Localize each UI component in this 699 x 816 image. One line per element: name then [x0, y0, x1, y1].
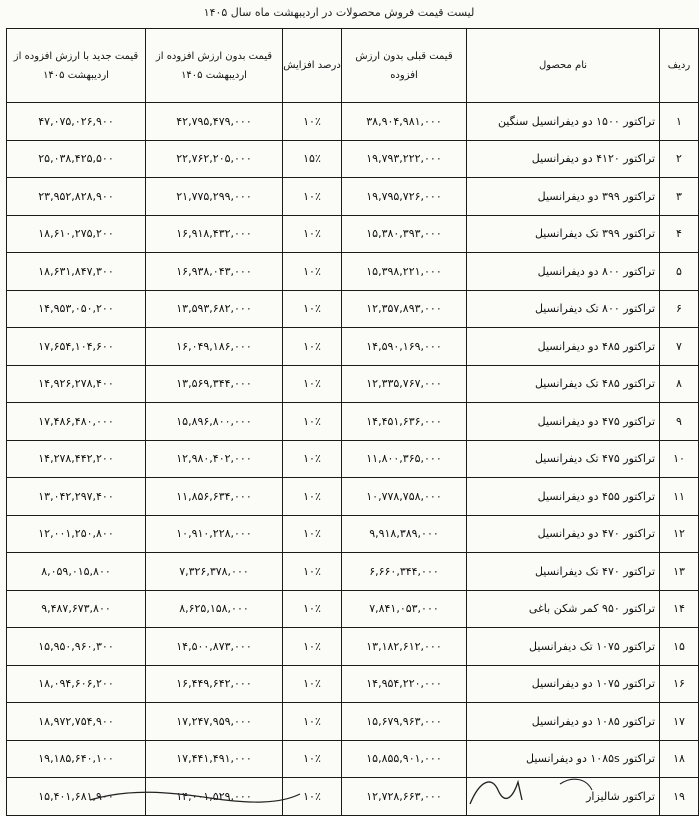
previous-price-cell: ۱۵,۳۸۰,۳۹۳,۰۰۰	[342, 215, 467, 253]
product-name-cell: تراکتور ۴۷۵ دو دیفرانسیل	[467, 403, 660, 441]
table-row	[7, 515, 699, 553]
new-price-with-vat-cell: ۱۹,۱۸۵,۶۴۰,۱۰۰	[7, 740, 146, 778]
product-name-cell: تراکتور ۸۰۰ تک دیفرانسیل	[467, 290, 660, 328]
row-index-cell: ۳	[660, 178, 699, 216]
increase-percent-cell: ۱۰٪	[283, 215, 342, 253]
product-name-cell: تراکتور ۴۱۲۰ دو دیفرانسیل	[467, 140, 660, 178]
table-row	[7, 440, 699, 478]
increase-percent-cell: ۱۰٪	[283, 515, 342, 553]
price-without-vat-cell: ۱۶,۹۳۸,۰۴۳,۰۰۰	[146, 253, 283, 291]
increase-percent-cell: ۱۰٪	[283, 290, 342, 328]
previous-price-cell: ۱۲,۳۵۷,۸۹۳,۰۰۰	[342, 290, 467, 328]
new-price-with-vat-cell: ۱۵,۴۰۱,۶۸۱,۹۰۰	[7, 778, 146, 816]
product-name-cell: تراکتور ۴۷۰ تک دیفرانسیل	[467, 553, 660, 591]
previous-price-cell: ۱۵,۳۹۸,۲۲۱,۰۰۰	[342, 253, 467, 291]
previous-price-cell: ۱۹,۷۹۵,۷۲۶,۰۰۰	[342, 178, 467, 216]
row-index-cell: ۱۸	[660, 740, 699, 778]
previous-price-cell: ۷,۸۴۱,۰۵۳,۰۰۰	[342, 590, 467, 628]
new-price-with-vat-cell: ۹,۴۸۷,۶۷۳,۸۰۰	[7, 590, 146, 628]
table-row	[7, 290, 699, 328]
row-index-cell: ۷	[660, 328, 699, 366]
table-row	[7, 253, 699, 291]
price-without-vat-cell: ۲۲,۷۶۲,۲۰۵,۰۰۰	[146, 140, 283, 178]
table-row	[7, 665, 699, 703]
new-price-with-vat-cell: ۱۵,۹۵۰,۹۶۰,۳۰۰	[7, 628, 146, 666]
row-index-cell: ۱۳	[660, 553, 699, 591]
table-row	[7, 628, 699, 666]
table-body	[7, 103, 699, 816]
header-price-without-vat: قیمت بدون ارزش افزوده از اردیبهشت ۱۴۰۵	[146, 29, 283, 103]
previous-price-cell: ۱۳,۱۸۲,۶۱۲,۰۰۰	[342, 628, 467, 666]
table-row	[7, 178, 699, 216]
row-index-cell: ۱۵	[660, 628, 699, 666]
new-price-with-vat-cell: ۱۸,۶۱۰,۲۷۵,۲۰۰	[7, 215, 146, 253]
row-index-cell: ۱۱	[660, 478, 699, 516]
new-price-with-vat-cell: ۱۸,۹۷۲,۷۵۴,۹۰۰	[7, 703, 146, 741]
header-product-name: نام محصول	[467, 29, 660, 103]
previous-price-cell: ۱۱,۸۰۰,۳۶۵,۰۰۰	[342, 440, 467, 478]
increase-percent-cell: ۱۰٪	[283, 778, 342, 816]
increase-percent-cell: ۱۰٪	[283, 478, 342, 516]
price-without-vat-cell: ۱۷,۴۴۱,۴۹۱,۰۰۰	[146, 740, 283, 778]
price-without-vat-cell: ۱۰,۹۱۰,۲۲۸,۰۰۰	[146, 515, 283, 553]
increase-percent-cell: ۱۰٪	[283, 665, 342, 703]
increase-percent-cell: ۱۰٪	[283, 178, 342, 216]
product-name-cell: تراکتور ۹۵۰ کمر شکن باغی	[467, 590, 660, 628]
table-row	[7, 553, 699, 591]
row-index-cell: ۴	[660, 215, 699, 253]
row-index-cell: ۱۹	[660, 778, 699, 816]
table-row	[7, 403, 699, 441]
new-price-with-vat-cell: ۸,۰۵۹,۰۱۵,۸۰۰	[7, 553, 146, 591]
header-index: ردیف	[660, 29, 699, 103]
price-without-vat-cell: ۱۶,۹۱۸,۴۳۲,۰۰۰	[146, 215, 283, 253]
row-index-cell: ۱۲	[660, 515, 699, 553]
price-without-vat-cell: ۱۴,۵۰۰,۸۷۳,۰۰۰	[146, 628, 283, 666]
product-name-cell: تراکتور ۱۰۷۵ تک دیفرانسیل	[467, 628, 660, 666]
price-without-vat-cell: ۱۲,۹۸۰,۴۰۲,۰۰۰	[146, 440, 283, 478]
product-name-cell: تراکتور ۱۰۸۵s دو دیفرانسیل	[467, 740, 660, 778]
row-index-cell: ۵	[660, 253, 699, 291]
row-index-cell: ۲	[660, 140, 699, 178]
increase-percent-cell: ۱۰٪	[283, 253, 342, 291]
table-row	[7, 740, 699, 778]
row-index-cell: ۸	[660, 365, 699, 403]
new-price-with-vat-cell: ۱۸,۰۹۴,۶۰۶,۲۰۰	[7, 665, 146, 703]
header-previous-price: قیمت قبلی بدون ارزش افزوده	[342, 29, 467, 103]
price-table	[6, 28, 699, 816]
product-name-cell: تراکتور ۴۷۵ تک دیفرانسیل	[467, 440, 660, 478]
new-price-with-vat-cell: ۱۷,۶۵۴,۱۰۴,۶۰۰	[7, 328, 146, 366]
previous-price-cell: ۱۴,۵۹۰,۱۶۹,۰۰۰	[342, 328, 467, 366]
price-without-vat-cell: ۷,۳۲۶,۳۷۸,۰۰۰	[146, 553, 283, 591]
row-index-cell: ۶	[660, 290, 699, 328]
new-price-with-vat-cell: ۱۷,۴۸۶,۴۸۰,۰۰۰	[7, 403, 146, 441]
new-price-with-vat-cell: ۴۷,۰۷۵,۰۲۶,۹۰۰	[7, 103, 146, 141]
row-index-cell: ۱۰	[660, 440, 699, 478]
row-index-cell: ۱۶	[660, 665, 699, 703]
table-row	[7, 703, 699, 741]
previous-price-cell: ۱۲,۳۳۵,۷۶۷,۰۰۰	[342, 365, 467, 403]
new-price-with-vat-cell: ۱۳,۰۴۲,۲۹۷,۴۰۰	[7, 478, 146, 516]
previous-price-cell: ۱۵,۶۷۹,۹۶۳,۰۰۰	[342, 703, 467, 741]
previous-price-cell: ۱۰,۷۷۸,۷۵۸,۰۰۰	[342, 478, 467, 516]
product-name-cell: تراکتور ۳۹۹ دو دیفرانسیل	[467, 178, 660, 216]
previous-price-cell: ۱۲,۷۲۸,۶۶۳,۰۰۰	[342, 778, 467, 816]
product-name-cell: تراکتور ۴۸۵ دو دیفرانسیل	[467, 328, 660, 366]
table-row	[7, 140, 699, 178]
price-without-vat-cell: ۱۵,۸۹۶,۸۰۰,۰۰۰	[146, 403, 283, 441]
increase-percent-cell: ۱۰٪	[283, 590, 342, 628]
increase-percent-cell: ۱۰٪	[283, 440, 342, 478]
price-without-vat-cell: ۱۴,۰۰۱,۵۲۹,۰۰۰	[146, 778, 283, 816]
table-row	[7, 478, 699, 516]
increase-percent-cell: ۱۰٪	[283, 365, 342, 403]
new-price-with-vat-cell: ۱۸,۶۳۱,۸۴۷,۳۰۰	[7, 253, 146, 291]
price-without-vat-cell: ۸,۶۲۵,۱۵۸,۰۰۰	[146, 590, 283, 628]
table-row	[7, 365, 699, 403]
page-title: لیست قیمت فروش محصولات در اردیبهشت ماه سال ۱۴۰۵	[203, 6, 475, 19]
previous-price-cell: ۱۵,۸۵۵,۹۰۱,۰۰۰	[342, 740, 467, 778]
increase-percent-cell: ۱۰٪	[283, 628, 342, 666]
new-price-with-vat-cell: ۱۴,۹۲۶,۲۷۸,۴۰۰	[7, 365, 146, 403]
header-new-price-with-vat: قیمت جدید با ارزش افزوده از اردیبهشت ۱۴۰۵	[7, 29, 146, 103]
increase-percent-cell: ۱۰٪	[283, 703, 342, 741]
previous-price-cell: ۳۸,۹۰۴,۹۸۱,۰۰۰	[342, 103, 467, 141]
product-name-cell: تراکتور ۳۹۹ تک دیفرانسیل	[467, 215, 660, 253]
product-name-cell: تراکتور ۴۸۵ تک دیفرانسیل	[467, 365, 660, 403]
product-name-cell: تراکتور ۱۰۷۵ دو دیفرانسیل	[467, 665, 660, 703]
row-index-cell: ۱۷	[660, 703, 699, 741]
price-without-vat-cell: ۱۶,۴۴۹,۶۴۲,۰۰۰	[146, 665, 283, 703]
previous-price-cell: ۶,۶۶۰,۳۴۴,۰۰۰	[342, 553, 467, 591]
price-without-vat-cell: ۱۳,۵۹۳,۶۸۲,۰۰۰	[146, 290, 283, 328]
table-row	[7, 328, 699, 366]
table-header-row	[7, 29, 699, 103]
new-price-with-vat-cell: ۱۲,۰۰۱,۲۵۰,۸۰۰	[7, 515, 146, 553]
price-without-vat-cell: ۱۷,۲۴۷,۹۵۹,۰۰۰	[146, 703, 283, 741]
price-without-vat-cell: ۲۱,۷۷۵,۲۹۹,۰۰۰	[146, 178, 283, 216]
increase-percent-cell: ۱۰٪	[283, 553, 342, 591]
product-name-cell: تراکتور ۴۵۵ دو دیفرانسیل	[467, 478, 660, 516]
price-without-vat-cell: ۱۳,۵۶۹,۳۴۴,۰۰۰	[146, 365, 283, 403]
previous-price-cell: ۱۹,۷۹۳,۲۲۲,۰۰۰	[342, 140, 467, 178]
new-price-with-vat-cell: ۱۴,۲۷۸,۴۴۲,۲۰۰	[7, 440, 146, 478]
previous-price-cell: ۱۴,۴۵۱,۶۳۶,۰۰۰	[342, 403, 467, 441]
product-name-cell: تراکتور شالیزار	[467, 778, 660, 816]
new-price-with-vat-cell: ۱۴,۹۵۳,۰۵۰,۲۰۰	[7, 290, 146, 328]
header-increase-percent: درصد افزایش	[283, 29, 342, 103]
product-name-cell: تراکتور ۱۰۸۵ دو دیفرانسیل	[467, 703, 660, 741]
price-without-vat-cell: ۱۶,۰۴۹,۱۸۶,۰۰۰	[146, 328, 283, 366]
price-without-vat-cell: ۴۲,۷۹۵,۴۷۹,۰۰۰	[146, 103, 283, 141]
table-row	[7, 590, 699, 628]
previous-price-cell: ۱۴,۹۵۴,۲۲۰,۰۰۰	[342, 665, 467, 703]
product-name-cell: تراکتور ۱۵۰۰ دو دیفرانسیل سنگین	[467, 103, 660, 141]
increase-percent-cell: ۱۰٪	[283, 103, 342, 141]
increase-percent-cell: ۱۰٪	[283, 403, 342, 441]
table-row	[7, 215, 699, 253]
increase-percent-cell: ۱۰٪	[283, 740, 342, 778]
price-without-vat-cell: ۱۱,۸۵۶,۶۳۴,۰۰۰	[146, 478, 283, 516]
row-index-cell: ۱۴	[660, 590, 699, 628]
increase-percent-cell: ۱۰٪	[283, 328, 342, 366]
new-price-with-vat-cell: ۲۳,۹۵۲,۸۲۸,۹۰۰	[7, 178, 146, 216]
row-index-cell: ۹	[660, 403, 699, 441]
previous-price-cell: ۹,۹۱۸,۳۸۹,۰۰۰	[342, 515, 467, 553]
product-name-cell: تراکتور ۴۷۰ دو دیفرانسیل	[467, 515, 660, 553]
row-index-cell: ۱	[660, 103, 699, 141]
product-name-cell: تراکتور ۸۰۰ دو دیفرانسیل	[467, 253, 660, 291]
new-price-with-vat-cell: ۲۵,۰۳۸,۴۲۵,۵۰۰	[7, 140, 146, 178]
table-row	[7, 103, 699, 141]
table-row	[7, 778, 699, 816]
increase-percent-cell: ۱۵٪	[283, 140, 342, 178]
